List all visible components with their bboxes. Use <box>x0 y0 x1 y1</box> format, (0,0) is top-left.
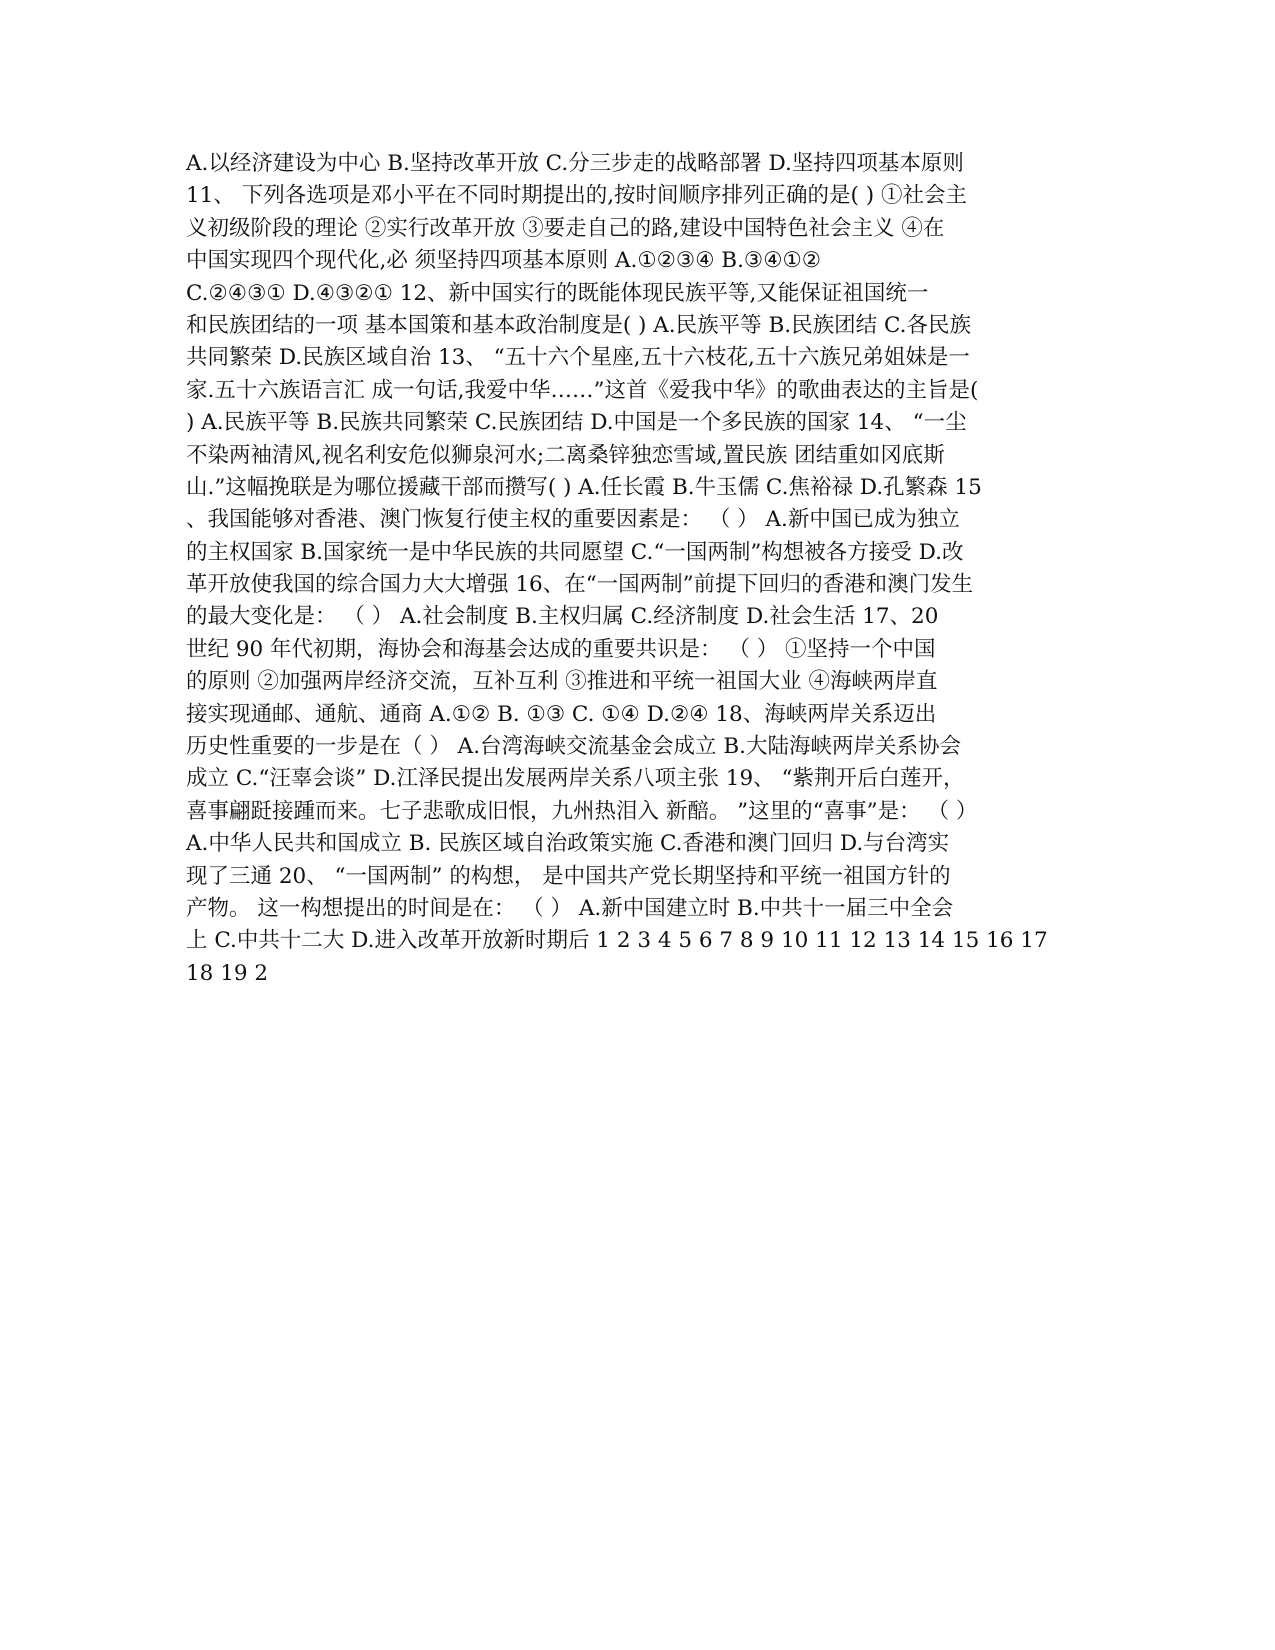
text-line: C.②④③① D.④③②① 12、新中国实行的既能体现民族平等,又能保证祖国统一 <box>186 280 929 306</box>
text-line: 的最大变化是： （ ） A.社会制度 B.主权归属 C.经济制度 D.社会生活 17、20 <box>186 604 939 630</box>
exam-questions-text <box>186 148 1086 990</box>
text-line: 家.五十六族语言汇 成一句话,我爱中华……”这首《爱我中华》的歌曲表达的主旨是( <box>186 377 979 403</box>
text-line: 的主权国家 B.国家统一是中华民族的共同愿望 C.“一国两制”构想被各方接受 D.改 <box>186 539 964 565</box>
text-line: 历史性重要的一步是在（ ） A.台湾海峡交流基金会成立 B.大陆海峡两岸关系协会 <box>186 734 962 760</box>
text-line: 和民族团结的一项 基本国策和基本政治制度是( ) A.民族平等 B.民族团结 C.各民族 <box>186 312 971 338</box>
text-line: 世纪 90 年代初期，海协会和海基会达成的重要共识是： （ ） ①坚持一个中国 <box>186 636 936 662</box>
text-line: 共同繁荣 D.民族区域自治 13、 “五十六个星座,五十六枝花,五十六族兄弟姐妹是一 <box>186 345 970 371</box>
text-line: 喜事翩跹接踵而来。七子悲歌成旧恨，九州热泪入 新醅。 ”这里的“喜事”是： （ ） <box>186 798 978 824</box>
text-line: A.中华人民共和国成立 B. 民族区域自治政策实施 C.香港和澳门回归 D.与台湾实 <box>186 831 950 857</box>
text-line: 上 C.中共十二大 D.进入改革开放新时期后 1 2 3 4 5 6 7 8 9 10 11 12 13 14 15 16 17 <box>186 928 1048 954</box>
text-line: 革开放使我国的综合国力大大增强 16、在“一国两制”前提下回归的香港和澳门发生 <box>186 572 974 598</box>
text-line: 产物。 这一构想提出的时间是在： （ ） A.新中国建立时 B.中共十一届三中全会 <box>186 895 954 921</box>
text-line: 18 19 2 <box>186 960 269 986</box>
text-line: 山.”这幅挽联是为哪位援藏干部而攒写( ) A.任长霞 B.牛玉儒 C.焦裕禄 D.孔繁森 15 <box>186 474 982 500</box>
text-line: ) A.民族平等 B.民族共同繁荣 C.民族团结 D.中国是一个多民族的国家 14、 “一尘 <box>186 410 967 436</box>
text-line: 成立 C.“汪辜会谈” D.江泽民提出发展两岸关系八项主张 19、 “紫荆开后白莲开， <box>186 766 965 792</box>
text-line: 不染两袖清风,视名利安危似狮泉河水;二离桑锌独恋雪域,置民族 团结重如冈底斯 <box>186 442 945 468</box>
text-line: 11、 下列各选项是邓小平在不同时期提出的,按时间顺序排列正确的是( ) ①社会主 <box>186 183 967 209</box>
text-line: 现了三通 20、 “一国两制” 的构想， 是中国共产党长期坚持和平统一祖国方针的 <box>186 863 951 889</box>
text-line: A.以经济建设为中心 B.坚持改革开放 C.分三步走的战略部署 D.坚持四项基本原则 <box>186 151 964 176</box>
text-line: 中国实现四个现代化,必 须坚持四项基本原则 A.①②③④ B.③④①② <box>186 248 822 274</box>
text-line: 义初级阶段的理论 ②实行改革开放 ③要走自己的路,建设中国特色社会主义 ④在 <box>186 215 945 241</box>
text-line: 接实现通邮、通航、通商 A.①② B. ①③ C. ①④ D.②④ 18、海峡两岸关系迈出 <box>186 701 937 727</box>
text-line: 的原则 ②加强两岸经济交流，互补互利 ③推进和平统一祖国大业 ④海峡两岸直 <box>186 669 938 695</box>
text-line: 、我国能够对香港、澳门恢复行使主权的重要因素是： （ ） A.新中国已成为独立 <box>186 507 960 533</box>
